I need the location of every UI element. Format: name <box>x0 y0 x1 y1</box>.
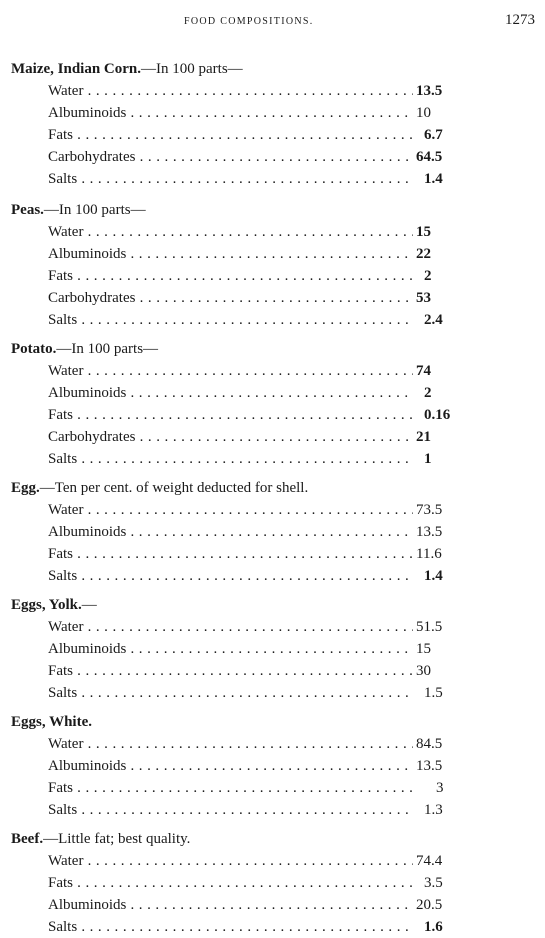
section-note: —In 100 parts— <box>56 341 159 357</box>
row-label: Fats . . . <box>48 404 413 426</box>
row-label: Salts . . . <box>48 916 413 938</box>
row-label: Fats . . . <box>48 543 413 565</box>
section-note: —Little fat; best quality. <box>43 831 191 847</box>
table-row <box>0 543 545 565</box>
table-row <box>0 426 545 448</box>
row-label: Albuminoids . . . <box>48 521 413 543</box>
section-name: Beef. <box>11 831 44 847</box>
food-sections <box>0 58 545 938</box>
row-value: 1.4 <box>424 568 443 584</box>
table-row <box>0 660 545 682</box>
table-row <box>0 448 545 470</box>
page-number: 1273 <box>505 12 535 28</box>
row-label: Albuminoids . . . <box>48 638 413 660</box>
section-name: Potato. <box>11 341 57 357</box>
row-value: 51.5 <box>416 619 443 635</box>
row-value: 73.5 <box>416 502 443 518</box>
row-label: Water . . . <box>48 221 413 243</box>
row-label: Salts . . . <box>48 682 413 704</box>
table-row <box>0 146 545 168</box>
row-value: 3.5 <box>424 875 443 891</box>
row-label: Albuminoids . . . <box>48 382 413 404</box>
section-eggs-yolk <box>0 594 545 704</box>
table-row <box>0 102 545 124</box>
section-peas <box>0 199 545 331</box>
row-value: 74 <box>416 363 431 379</box>
table-row <box>0 382 545 404</box>
page-header <box>0 12 545 32</box>
table-row <box>0 682 545 704</box>
section-heading <box>0 711 545 733</box>
table-row <box>0 243 545 265</box>
table-row <box>0 894 545 916</box>
section-heading <box>0 199 545 221</box>
section-potato <box>0 338 545 470</box>
section-beef <box>0 828 545 938</box>
row-label: Fats . . . <box>48 777 413 799</box>
table-row <box>0 80 545 102</box>
row-label: Albuminoids . . . <box>48 894 413 916</box>
table-row <box>0 404 545 426</box>
row-value: 6.7 <box>424 127 443 143</box>
section-egg <box>0 477 545 587</box>
row-value: 30 <box>416 663 431 679</box>
row-label: Albuminoids . . . <box>48 102 413 124</box>
row-label: Salts . . . <box>48 168 413 190</box>
table-row <box>0 872 545 894</box>
row-label: Carbohydrates . . . <box>48 146 413 168</box>
row-label: Water . . . <box>48 360 413 382</box>
row-label: Carbohydrates . . . <box>48 426 413 448</box>
table-row <box>0 124 545 146</box>
row-value: 3 <box>436 780 444 796</box>
row-value: 0.16 <box>424 407 451 423</box>
row-value: 84.5 <box>416 736 443 752</box>
table-row <box>0 916 545 938</box>
table-row <box>0 638 545 660</box>
row-value: 2 <box>424 385 432 401</box>
row-value: 1 <box>424 451 432 467</box>
row-value: 74.4 <box>416 853 443 869</box>
row-label: Fats . . . <box>48 124 413 146</box>
row-label: Albuminoids . . . <box>48 755 413 777</box>
row-label: Fats . . . <box>48 872 413 894</box>
row-value: 1.5 <box>424 685 443 701</box>
section-name: Peas. <box>11 202 44 218</box>
row-label: Salts . . . <box>48 799 413 821</box>
table-row <box>0 565 545 587</box>
row-value: 13.5 <box>416 83 443 99</box>
row-value: 10 <box>416 105 431 121</box>
section-eggs-white <box>0 711 545 821</box>
table-row <box>0 309 545 331</box>
row-label: Salts . . . <box>48 309 413 331</box>
row-label: Carbohydrates . . . <box>48 287 413 309</box>
section-note: — <box>81 597 97 613</box>
row-label: Fats . . . <box>48 660 413 682</box>
row-value: 2.4 <box>424 312 443 328</box>
section-name: Eggs, White. <box>11 714 92 730</box>
row-value: 64.5 <box>416 149 443 165</box>
row-label: Water . . . <box>48 616 413 638</box>
row-value: 1.6 <box>424 919 443 935</box>
table-row <box>0 799 545 821</box>
row-label: Albuminoids . . . <box>48 243 413 265</box>
table-row <box>0 733 545 755</box>
row-label: Water . . . <box>48 80 413 102</box>
table-row <box>0 265 545 287</box>
row-value: 2 <box>424 268 432 284</box>
section-heading <box>0 58 545 80</box>
row-value: 22 <box>416 246 431 262</box>
row-label: Salts . . . <box>48 448 413 470</box>
section-heading <box>0 338 545 360</box>
row-value: 11.6 <box>416 546 442 562</box>
table-row <box>0 850 545 872</box>
table-row <box>0 777 545 799</box>
row-value: 13.5 <box>416 524 443 540</box>
row-label: Fats . . . <box>48 265 413 287</box>
section-heading <box>0 594 545 616</box>
table-row <box>0 521 545 543</box>
table-row <box>0 755 545 777</box>
row-label: Salts . . . <box>48 565 413 587</box>
row-label: Water . . . <box>48 733 413 755</box>
row-label: Water . . . <box>48 850 413 872</box>
table-row <box>0 616 545 638</box>
section-heading <box>0 828 545 850</box>
table-row <box>0 360 545 382</box>
section-name: Egg. <box>11 480 40 496</box>
table-row <box>0 287 545 309</box>
table-row <box>0 168 545 190</box>
row-value: 1.3 <box>424 802 443 818</box>
row-value: 53 <box>416 290 431 306</box>
section-note: —In 100 parts— <box>141 61 243 77</box>
table-row <box>0 499 545 521</box>
section-name: Eggs, Yolk. <box>11 597 82 613</box>
row-value: 1.4 <box>424 171 443 187</box>
row-value: 13.5 <box>416 758 443 774</box>
row-value: 20.5 <box>416 897 443 913</box>
section-note: —In 100 parts— <box>43 202 146 218</box>
section-name: Maize, Indian Corn. <box>11 61 142 77</box>
row-value: 21 <box>416 429 431 445</box>
row-value: 15 <box>416 641 431 657</box>
row-value: 15 <box>416 224 431 240</box>
running-head: FOOD COMPOSITIONS. <box>184 16 314 27</box>
row-label: Water . . . <box>48 499 413 521</box>
section-maize <box>0 58 545 190</box>
section-note: —Ten per cent. of weight deducted for shell. <box>39 480 309 496</box>
section-heading <box>0 477 545 499</box>
table-row <box>0 221 545 243</box>
